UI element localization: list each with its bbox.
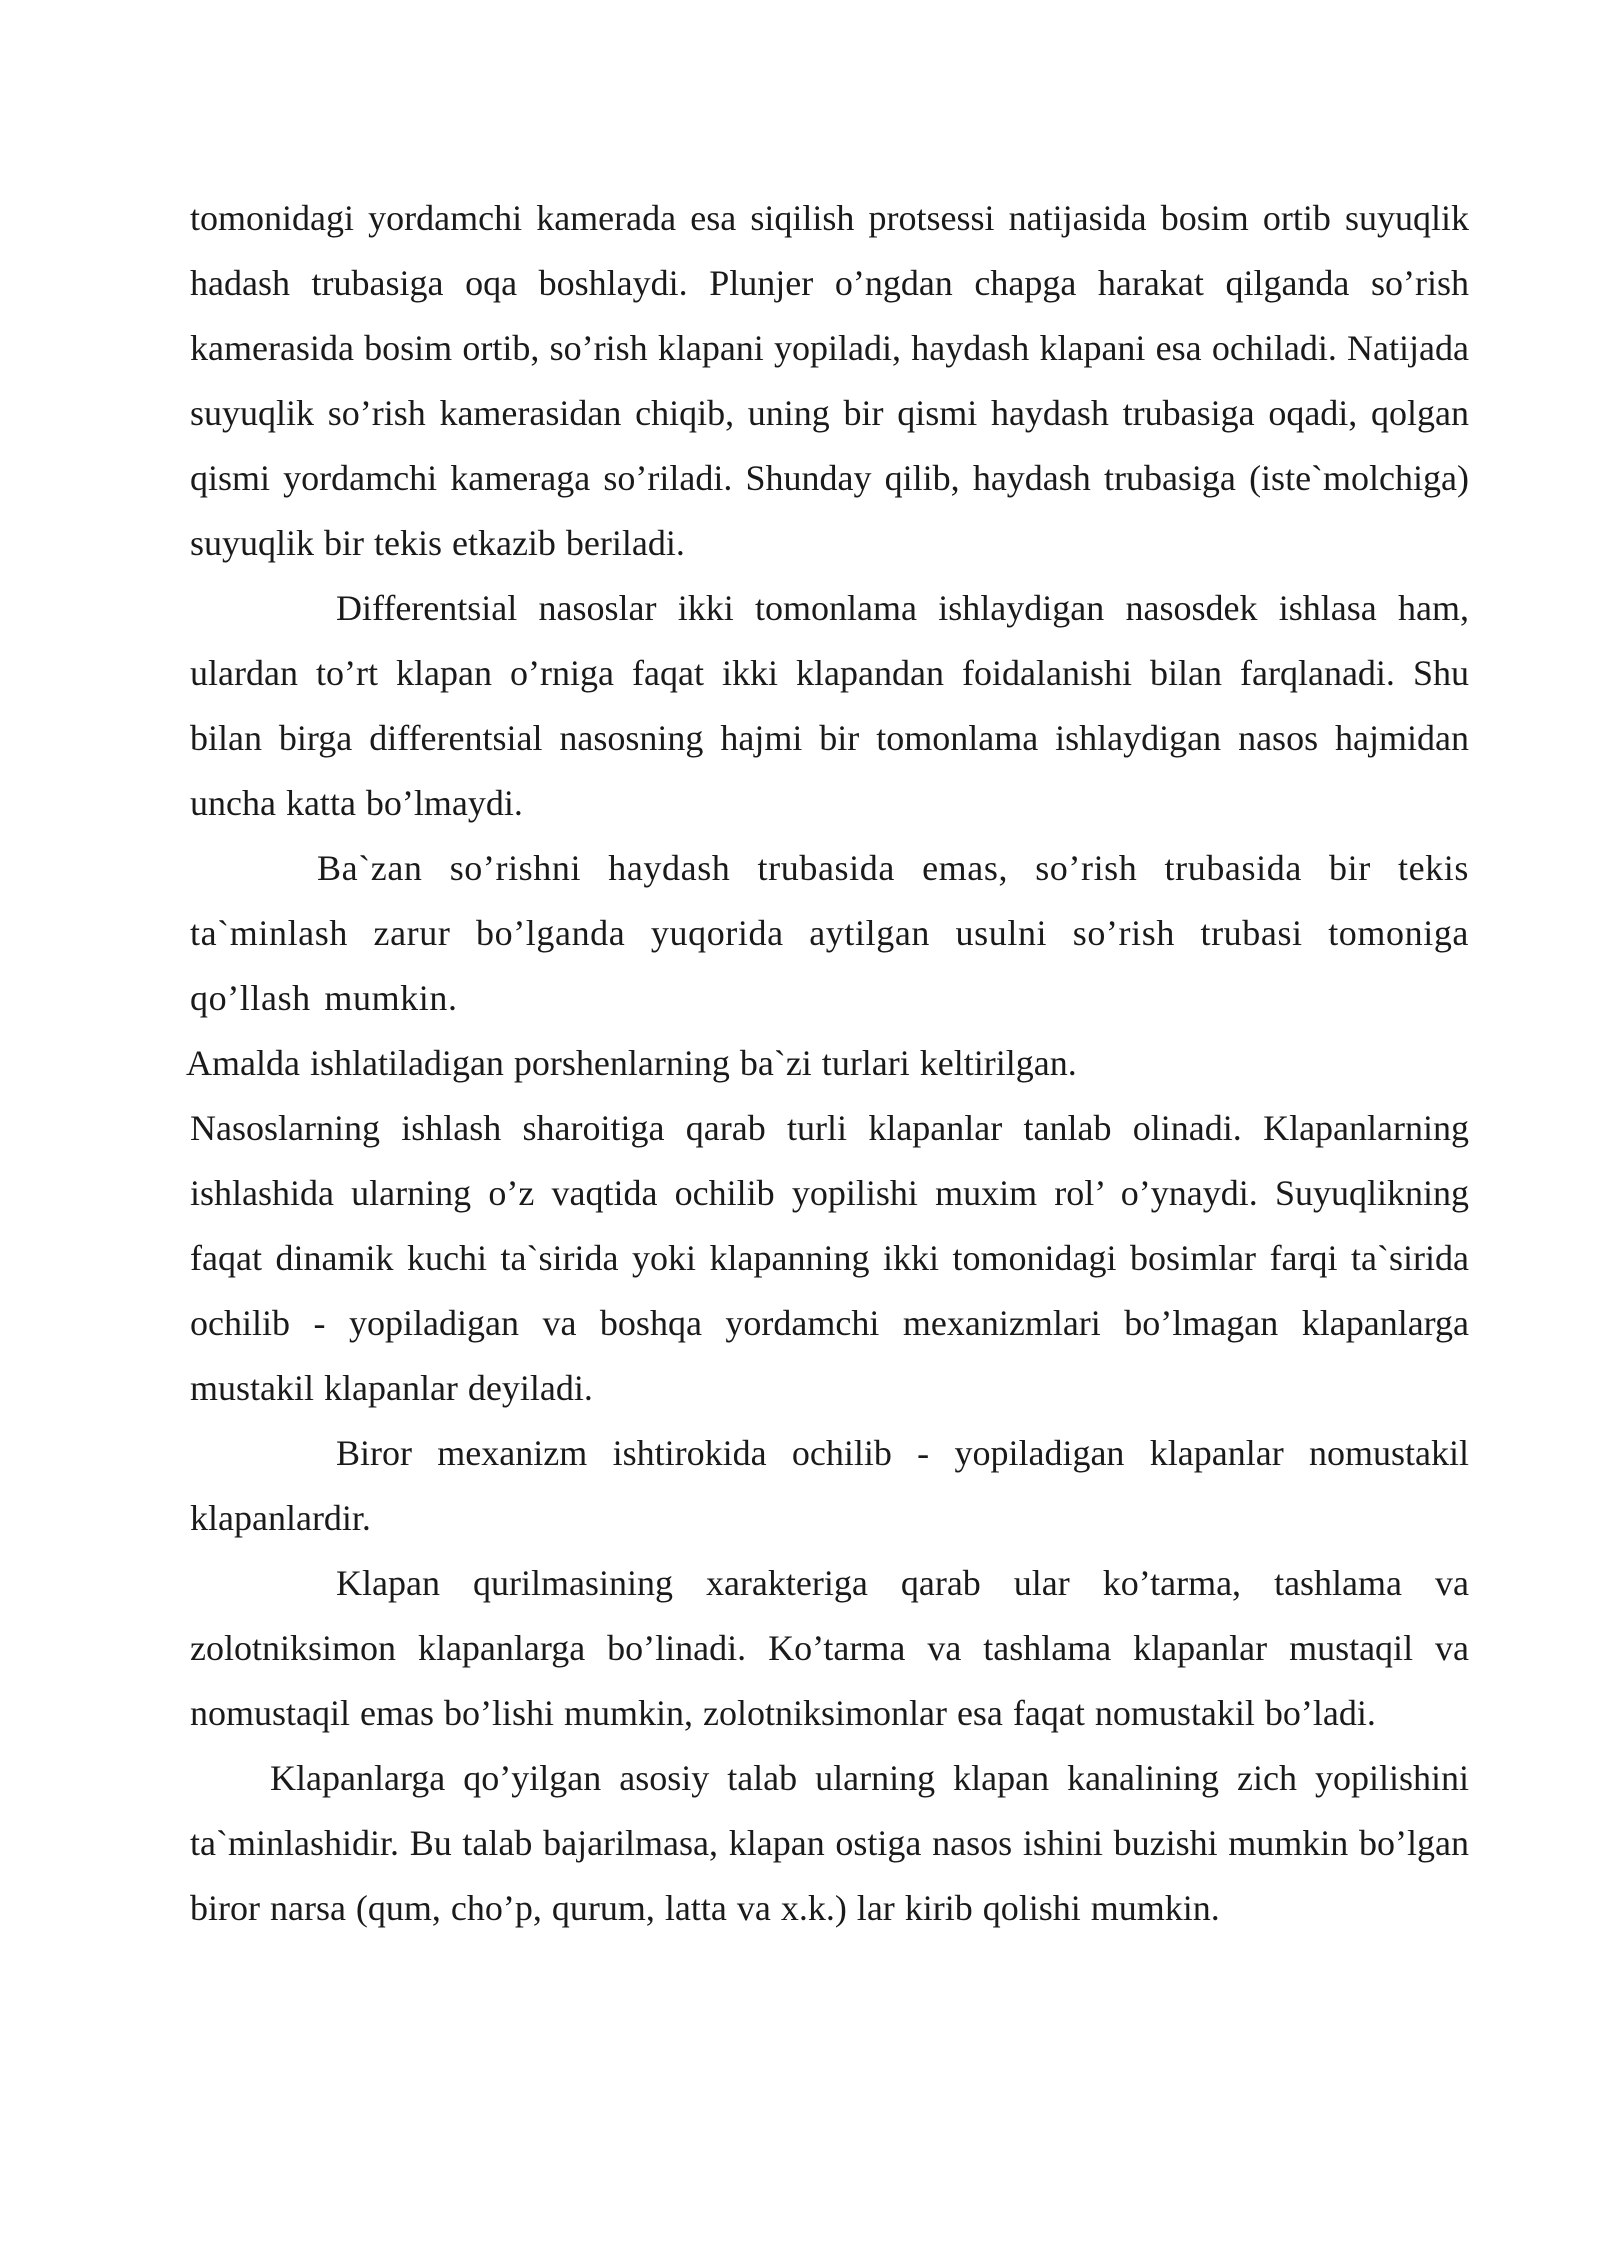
document-body <box>186 186 1469 1941</box>
paragraph-valve-requirements: Klapanlarga qo’yilgan asosiy talab ularning klapan kanalining zich yopilishini ta`minlashidir. Bu talab bajarilmasa, klapan ostiga nasos ishini buzishi mumkin bo’lgan biror narsa (qum, cho’p, qurum, latta va x.k.) lar kirib qolishi mumkin. <box>190 1758 1469 1928</box>
paragraph-valve-classification: Klapan qurilmasining xarakteriga qarab ular ko’tarma, tashlama va zolotniksimon klapanlarga bo’linadi. Ko’tarma va tashlama klapanlar mustaqil va nomustaqil emas bo’lishi mumkin, zolotniksimonlar esa faqat nomustakil bo’ladi. <box>190 1563 1469 1733</box>
paragraph-differential-pumps: Differentsial nasoslar ikki tomonlama ishlaydigan nasosdek ishlasa ham, ulardan to’rt klapan o’rniga faqat ikki klapandan foidalanishi bilan farqlanadi. Shu bilan birga differentsial nasosning hajmi bir tomonlama ishlaydigan nasos hajmidan uncha katta bo’lmaydi. <box>190 588 1469 823</box>
paragraph-independent-valves: Nasoslarning ishlash sharoitiga qarab turli klapanlar tanlab olinadi. Klapanlarning ishlashida ularning o’z vaqtida ochilib yopilishi muxim rol’ o’ynaydi. Suyuqlikning faqat dinamik kuchi ta`sirida yoki klapanning ikki tomonidagi bosimlar farqi ta`sirida ochilib - yopiladigan va boshqa yordamchi mexanizmlari bo’lmagan klapanlarga mustakil klapanlar deyiladi. <box>190 1108 1469 1408</box>
paragraph-pump-auxiliary-chamber: tomonidagi yordamchi kamerada esa siqilish protsessi natijasida bosim ortib suyuqlik hadash trubasiga oqa boshlaydi. Plunjer o’ngdan chapga harakat qilganda so’rish kamerasida bosim ortib, so’rish klapani yopiladi, haydash klapani esa ochiladi. Natijada suyuqlik so’rish kamerasidan chiqib, uning bir qismi haydash trubasiga oqadi, qolgan qismi yordamchi kameraga so’riladi. Shunday qilib, haydash trubasiga (iste`molchiga) suyuqlik bir tekis etkazib beriladi. <box>190 198 1469 563</box>
paragraph-piston-types: Amalda ishlatiladigan porshenlarning ba`zi turlari keltirilgan. <box>186 1043 1077 1083</box>
paragraph-dependent-valves: Biror mexanizm ishtirokida ochilib - yopiladigan klapanlar nomustakil klapanlardir. <box>190 1433 1469 1538</box>
paragraph-suction-pipe-feeding: Ba`zan so’rishni haydash trubasida emas, so’rish trubasida bir tekis ta`minlash zarur bo’lganda yuqorida aytilgan usulni so’rish trubasi tomoniga qo’llash mumkin. <box>190 848 1469 1018</box>
